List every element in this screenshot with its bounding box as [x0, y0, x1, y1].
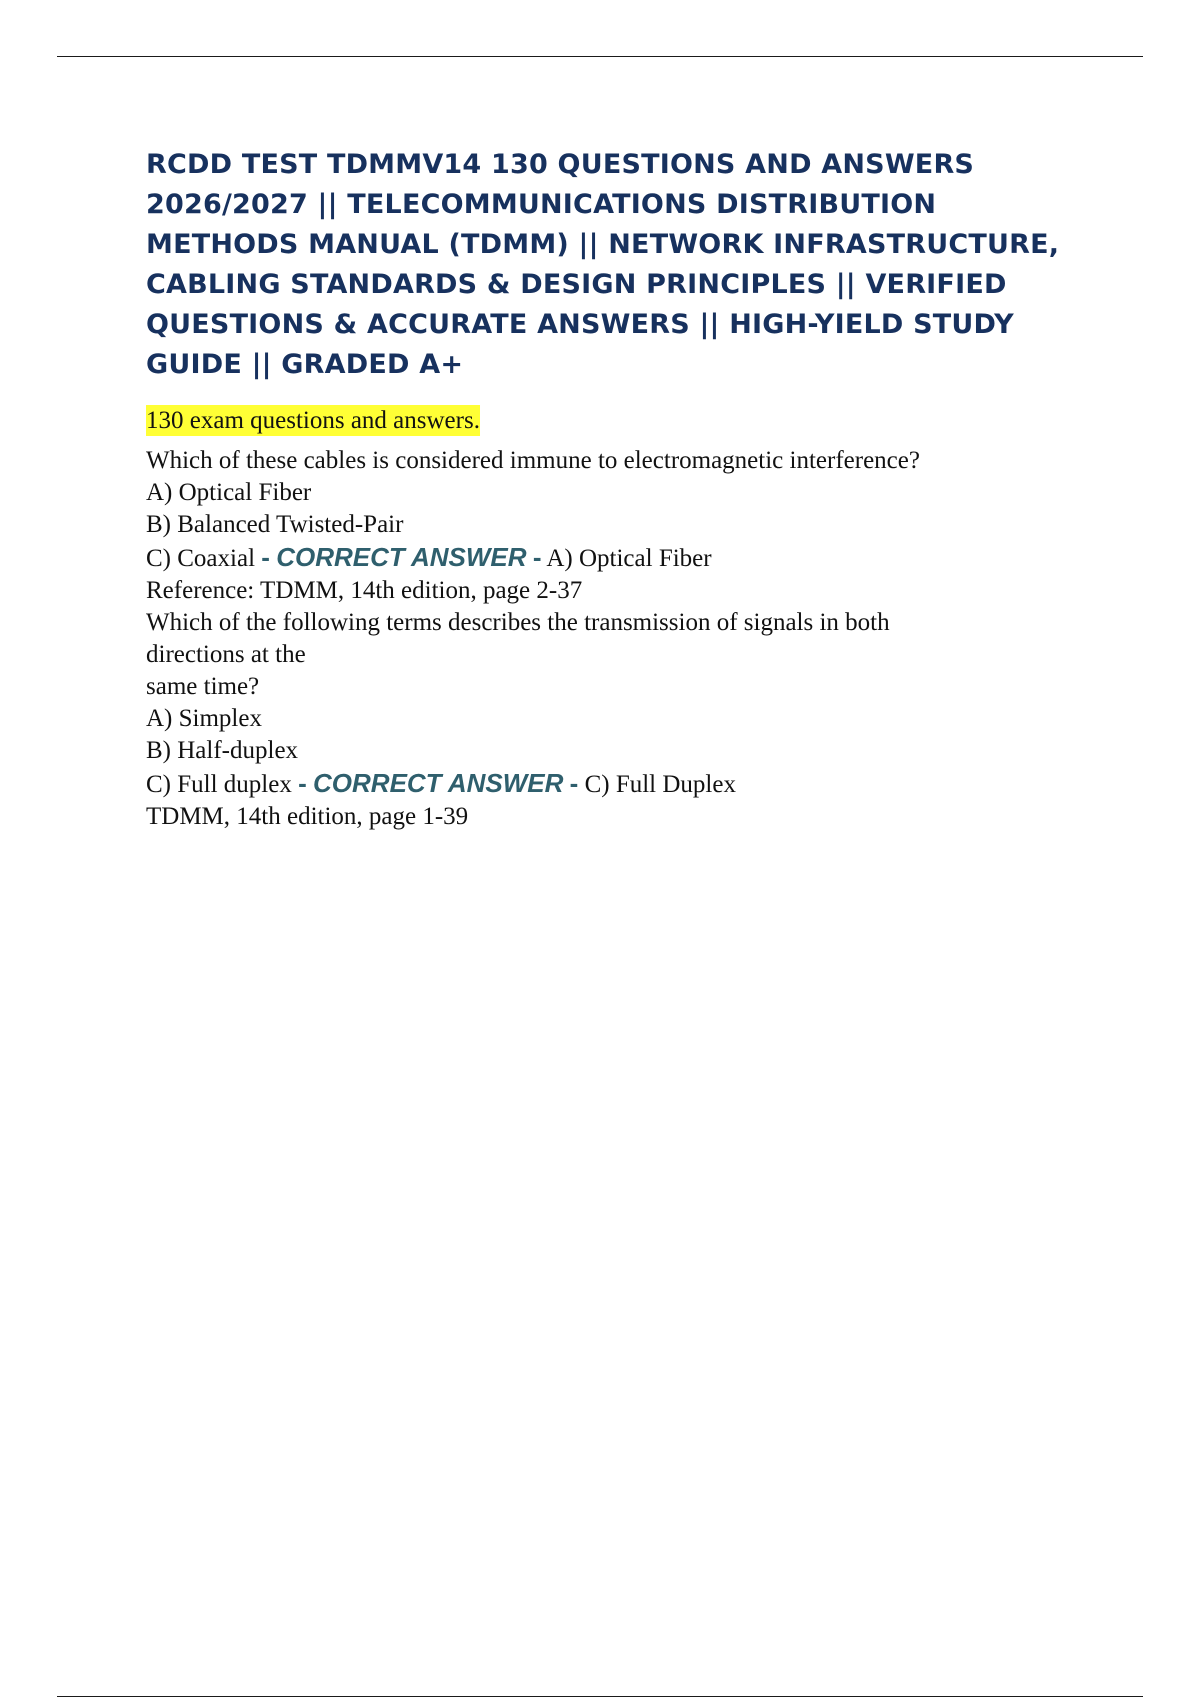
question-2-option-c: C) Full duplex — [146, 771, 292, 798]
question-1-option-c-with-answer — [146, 541, 1096, 575]
question-2-prompt-line-3: same time? — [146, 673, 260, 700]
top-rule — [57, 56, 1143, 57]
answer-separator: - — [569, 768, 579, 798]
question-2-option-a: A) Simplex — [146, 705, 262, 732]
question-1-option-c: C) Coaxial — [146, 545, 256, 572]
answer-separator: - — [298, 768, 307, 798]
question-2-option-c-with-answer — [146, 767, 1096, 801]
question-1-prompt: Which of these cables is considered immune to electromagnetic interference? — [146, 447, 920, 474]
question-2-prompt-line-1: Which of the following terms describes the transmission of signals in both — [146, 609, 890, 636]
document-title: RCDD TEST TDMMV14 130 QUESTIONS AND ANSWERS 2026/2027 || TELECOMMUNICATIONS DISTRIBUTION METHODS MANUAL (TDMM) || NETWORK INFRASTRUCTURE, CABLING STANDARDS & DESIGN PRINCIPLES || VERIFIED QUESTIONS & ACCURATE ANSWERS || HIGH-YIELD STUDY GUIDE || GRADED A+ — [146, 149, 1060, 380]
question-1-reference: Reference: TDMM, 14th edition, page 2-37 — [146, 577, 583, 604]
question-1-answer: A) Optical Fiber — [546, 545, 712, 572]
intro-highlight: 130 exam questions and answers. — [146, 407, 480, 434]
question-1-option-a: A) Optical Fiber — [146, 479, 312, 506]
question-1-option-b: B) Balanced Twisted-Pair — [146, 511, 404, 538]
question-2-prompt-line-2: directions at the — [146, 641, 306, 668]
bottom-rule — [57, 1696, 1143, 1697]
question-2-option-b: B) Half-duplex — [146, 737, 299, 764]
correct-answer-label: CORRECT ANSWER — [313, 768, 564, 798]
question-1 — [146, 445, 1096, 607]
answer-separator: - — [261, 542, 270, 572]
question-2-answer: C) Full Duplex — [584, 771, 736, 798]
correct-answer-label: CORRECT ANSWER — [276, 542, 527, 572]
document-body — [146, 145, 1096, 833]
question-2 — [146, 607, 1096, 833]
answer-separator: - — [532, 542, 542, 572]
question-2-reference: TDMM, 14th edition, page 1-39 — [146, 803, 469, 830]
intro-paragraph — [146, 405, 1096, 445]
